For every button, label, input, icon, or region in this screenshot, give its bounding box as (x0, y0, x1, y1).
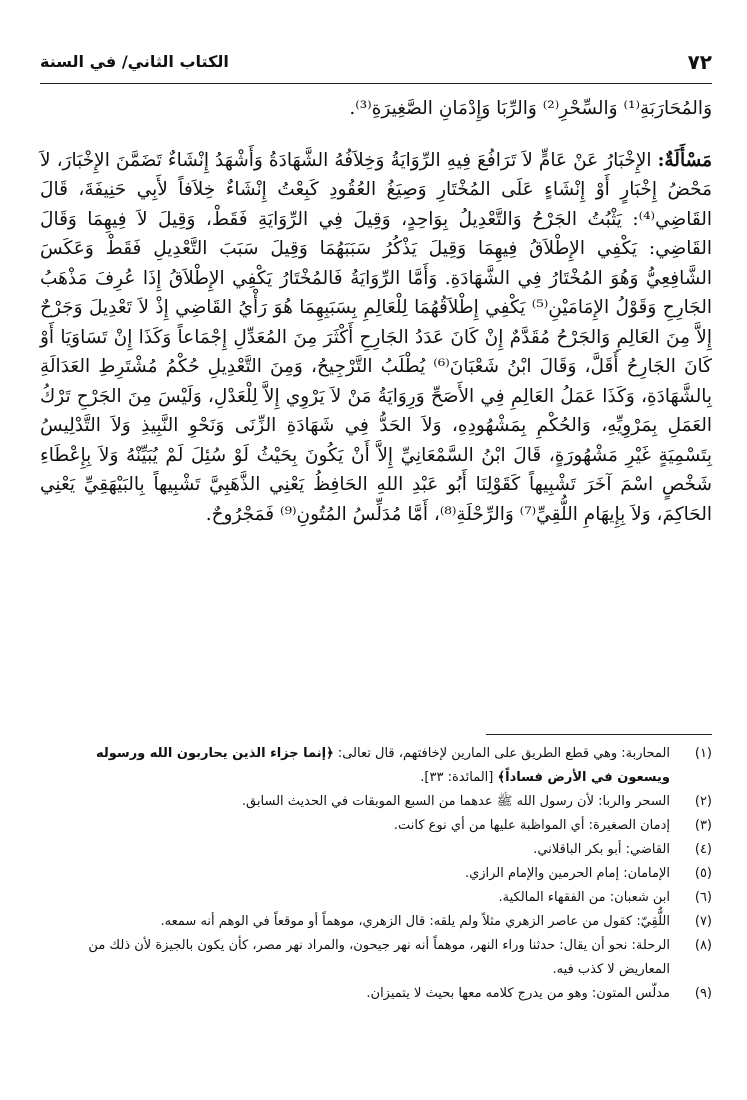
footnote-item (40, 814, 712, 838)
footnote-text: اللُّقِيّ: كقول من عاصر الزهري مثلاً ولم يلقه: قال الزهري، موهماً أو موقعاً في الوهم أنه سمعه. (160, 914, 670, 929)
footnote-item (40, 862, 712, 886)
footnote-body: المحاربة: وهي قطع الطريق على المارين لإخافتهم، قال تعالى: (333, 746, 670, 761)
footnote-text (40, 742, 670, 790)
footnote-text: مدلّس المتون: وهو من يدرج كلامه معها بحيث لا يتميزان. (366, 986, 670, 1001)
footnote-item (40, 886, 712, 910)
footnote-item (40, 982, 712, 1006)
page-header (40, 48, 712, 80)
footnote-text: القاضي: أبو بكر الباقلاني. (533, 842, 670, 857)
page-number: ٧٢ (687, 50, 712, 74)
footnote-number: (١) (694, 746, 712, 761)
header-divider (40, 83, 712, 84)
footnote-number: (٦) (694, 890, 712, 905)
footnote-number: (٩) (694, 986, 712, 1001)
footnote-divider (486, 734, 712, 735)
footnote-number: (٢) (694, 794, 712, 809)
footnotes (40, 742, 712, 1006)
footnote-number: (٤) (694, 842, 712, 857)
footnote-number: (٨) (694, 938, 712, 953)
footnote-item (40, 742, 712, 790)
footnote-item (40, 934, 712, 982)
footnote-item (40, 838, 712, 862)
footnote-text: ابن شعبان: من الفقهاء المالكية. (498, 890, 670, 905)
intro-line: وَالمُحَارَبَةِ⁽¹⁾ وَالسِّحْرِ⁽²⁾ وَالرِّبَا وَإِدْمَانِ الصَّغِيرَةِ⁽³⁾. (349, 98, 712, 119)
footnote-number: (٣) (694, 818, 712, 833)
masala-paragraph (40, 146, 712, 530)
quran-quote: ﴿إنما جزاء الذين يحاربون الله ورسوله ويسعون في الأرض فساداً﴾ (96, 746, 670, 785)
footnote-text: إدمان الصغيرة: أي المواظبة عليها من أي نوع كانت. (393, 818, 670, 833)
masala-heading: مَسْأَلَةٌ: (657, 149, 712, 171)
footnote-number: (٧) (694, 914, 712, 929)
footnote-number: (٥) (694, 866, 712, 881)
footnote-text: السحر والربا: لأن رسول الله ﷺ عدهما من السبع الموبقات في الحديث السابق. (241, 794, 670, 809)
footnote-text: الرحلة: نحو أن يقال: حدثنا وراء النهر، موهماً أنه نهر جيحون، والمراد نهر مصر، كأن يكون بالجيزة لأن ذلك من المعاريض لا كذب فيه. (88, 938, 670, 977)
main-text (40, 94, 712, 529)
footnote-item (40, 910, 712, 934)
footnote-text: الإمامان: إمام الحرمين والإمام الرازي. (464, 866, 670, 881)
masala-text: الإِخْبَارُ عَنْ عَامٍّ لاَ تَرَافُعَ فِيهِ الرِّوَايَةُ وَخِلاَفُهُ الشَّهَادَةُ وَأَشْهَدُ إِنْشَاءٌ تَضَمَّنَ الإِخْبَارَ، لاَ مَحْضُ إِخْبَارٍ أَوْ إِنْشَاءٍ عَلَى المُخْتَارِ وَصِيَغُ العُقُودِ كَبِعْتُ إِنْشَاءٌ خِلاَفاً لأَبِي حَنِيفَةَ، قَالَ القَاضِي⁽⁴⁾: يَثْبُتُ الجَرْحُ وَالتَّعْدِيلُ بِوَاحِدٍ، وَقِيلَ فِي الرِّوَايَةِ فَقَطْ، وَقِيلَ لاَ فِيهِمَا وَقَالَ القَاضِي: يَكْفِي الإِطْلاَقُ فِيهِمَا وَقِيلَ يَذْكُرُ سَبَبَهُمَا وَقِيلَ سَبَبَ التَّعْدِيلِ فَقَطْ وَعَكَسَ الشَّافِعِيُّ وَهُوَ المُخْتَارُ فِي الشَّهَادَةِ. وَأَمَّا الرِّوَايَةُ فَالمُخْتَارُ يَكْفِي الإِطْلاَقُ إِذَا عُرِفَ مَذْهَبُ الجَارِحِ وَقَوْلُ الإِمَامَيْنِ⁽⁵⁾ يَكْفِي إِطْلاَقُهُمَا لِلْعَالِمِ بِسَبَبِهِمَا هُوَ رَأْيُ القَاضِي إِذْ لاَ تَعْدِيلَ وَجَرْحٌ إِلاَّ مِنَ العَالِمِ وَالجَرْحُ مُقَدَّمٌ إِنْ كَانَ عَدَدُ الجَارِحِ أَكْثَرَ مِنَ المُعَدِّلِ إِجْمَاعاً وَكَذَا إِنْ تَسَاوَيَا أَوْ كَانَ الجَارِحُ أَقَلَّ، وَقَالَ ابْنُ شَعْبَانَ⁽⁶⁾ يُطْلَبُ التَّرْجِيحُ، وَمِنَ التَّعْدِيلِ حُكْمُ مُشْتَرِطِ العَدَالَةِ بِالشَّهَادَةِ، وَكَذَا عَمَلُ العَالِمِ فِي الأَصَحِّ وَرِوَايَةُ مَنْ لاَ يَرْوِي إِلاَّ لِلْعَدْلِ، وَلَيْسَ مِنَ الجَرْحِ تَرْكُ العَمَلِ بِمَرْوِيِّهِ، وَالحُكْمِ بِمَشْهُودِهِ، وَلاَ الحَدُّ فِي شَهَادَةِ الزِّنَى وَنَحْوِ النَّبِيذِ وَلاَ التَّدْلِيسُ بِتَسْمِيَةٍ غَيْرِ مَشْهُورَةٍ، قَالَ ابْنُ السَّمْعَانِيِّ إِلاَّ أَنْ يَكُونَ بِحَيْثُ لَوْ سُئِلَ لَمْ يُبَيِّنْهُ وَلاَ بِإِعْطَاءِ شَخْصٍ اسْمَ آخَرَ تَشْبِيهاً كَقَوْلِنَا أَبُو عَبْدِ اللهِ الحَافِظُ يَعْنِي الذَّهَبِيَّ تَشْبِيهاً بِالبَيْهَقِيِّ يَعْنِي الحَاكِمَ، وَلاَ بِإِيهَامِ اللُّقِيِّ⁽⁷⁾ وَالرِّحْلَةِ⁽⁸⁾، أَمَّا مُدَلِّسُ المُتُونِ⁽⁹⁾ فَمَجْرُوحٌ. (40, 149, 713, 525)
running-title: الكتاب الثاني/ في السنة (40, 52, 229, 71)
quran-reference: [المائدة: ٣٣]. (420, 770, 498, 785)
footnote-item (40, 790, 712, 814)
